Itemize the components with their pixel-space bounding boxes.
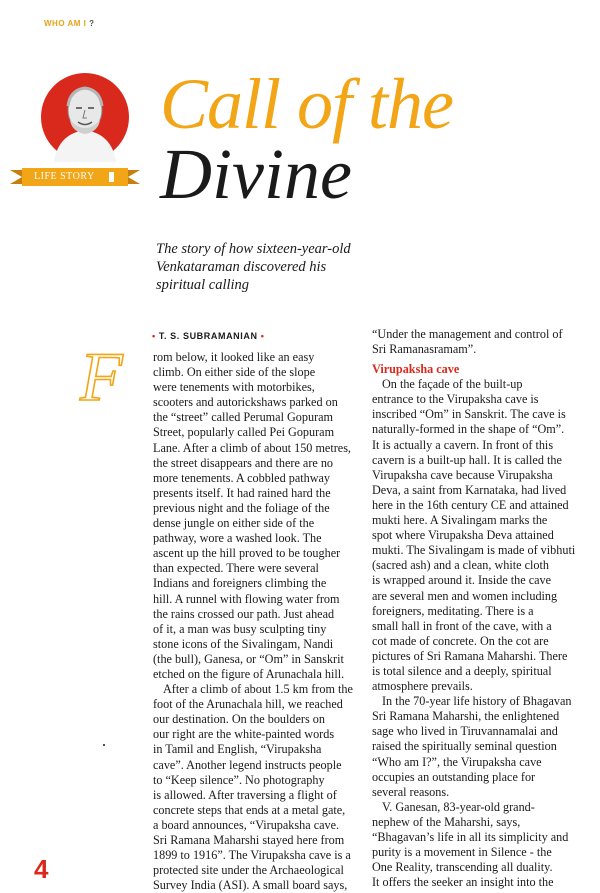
text-line: entrance to the Virupaksha cave is bbox=[372, 392, 539, 407]
text-line: more tenements. A cobbled pathway bbox=[153, 470, 331, 485]
text-line: atmosphere prevails. bbox=[372, 679, 473, 694]
text-line: mukti here. A Sivalingam marks the bbox=[372, 513, 548, 528]
text-line: rom below, it looked like an easy bbox=[153, 350, 315, 364]
section-tag bbox=[44, 19, 95, 28]
text-line: small hall in front of the cave, with a bbox=[372, 618, 552, 633]
text-line: In the 70-year life history of Bhagavan bbox=[382, 694, 572, 709]
text-line: 1899 to 1916”. The Virupaksha cave is a bbox=[153, 848, 351, 863]
paragraph-continued bbox=[372, 327, 578, 357]
text-line: a board announces, “Virupaksha cave. bbox=[153, 817, 340, 832]
life-story-label: LIFE STORY bbox=[34, 171, 95, 182]
text-line: On the façade of the built-up bbox=[382, 377, 523, 392]
text-line: our right are the white-painted words bbox=[153, 727, 335, 742]
text-line: is total silence and a deeply, spiritual bbox=[372, 663, 552, 678]
text-line: is wrapped around it. Inside the cave bbox=[372, 573, 552, 588]
column-2 bbox=[372, 327, 578, 890]
text-line: to “Keep silence”. No photography bbox=[153, 772, 325, 787]
text-line: of it, a man was busy sculpting tiny bbox=[153, 621, 327, 636]
text-line: cot made of concrete. On the cot are bbox=[372, 633, 549, 648]
text-line: our destination. On the boulders on bbox=[153, 712, 325, 727]
drop-cap-letter: F bbox=[80, 342, 123, 408]
text-line: previous night and the foliage of the bbox=[153, 500, 330, 515]
text-line: “Bhagavan’s life in all its simplicity and bbox=[372, 830, 569, 844]
subhead-virupaksha-cave: Virupaksha cave bbox=[372, 362, 460, 377]
paragraph-5 bbox=[372, 800, 578, 891]
text-line: pictures of Sri Ramana Maharshi. There bbox=[372, 648, 568, 663]
text-line: are several men and women including bbox=[372, 588, 558, 603]
paragraph-4 bbox=[372, 694, 578, 800]
text-line: stone icons of the Sivalingam, Nandi bbox=[153, 636, 334, 651]
text-line: in Tamil and English, “Virupaksha bbox=[153, 742, 322, 757]
text-line: raised the spiritually seminal question bbox=[372, 739, 557, 754]
text-line: cave”. Another legend instructs people bbox=[153, 757, 342, 772]
text-line: One Reality, transcending all duality. bbox=[372, 860, 553, 875]
text-line: Deva, a saint from Karnataka, had lived bbox=[372, 482, 567, 497]
text-line: Sri Ramana Maharshi stayed here from bbox=[153, 833, 345, 847]
text-line: were tenements with motorbikes, bbox=[153, 380, 315, 395]
text-line: V. Ganesan, 83-year-old grand- bbox=[382, 799, 535, 814]
text-line: naturally-formed in the shape of “Om”. bbox=[372, 422, 565, 437]
byline bbox=[152, 331, 264, 341]
text-line: inscribed “Om” in Sanskrit. The cave is bbox=[372, 407, 566, 422]
text-line: occupies an outstanding place for bbox=[372, 769, 536, 784]
text-line: hill. A runnel with flowing water from bbox=[153, 591, 340, 606]
text-line: sage who lived in Tiruvannamalai and bbox=[372, 724, 558, 739]
text-line: (sacred ash) and a clean, white cloth bbox=[372, 558, 549, 573]
headline-line-1: Call of the bbox=[160, 64, 453, 144]
text-line: scooters and autorickshaws parked on bbox=[153, 395, 338, 410]
text-line: Lane. After a climb of about 150 metres, bbox=[153, 440, 351, 455]
text-line: Street, popularly called Pei Gopuram bbox=[153, 425, 335, 440]
page-number: 4 bbox=[34, 854, 49, 884]
text-line: Sri Ramanasramam”. bbox=[372, 342, 477, 357]
paragraph-3 bbox=[372, 377, 578, 694]
text-line: several reasons. bbox=[372, 784, 450, 799]
text-line: dense jungle on either side of the bbox=[153, 516, 315, 531]
text-line: “Who am I?”, the Virupaksha cave bbox=[372, 754, 542, 769]
text-line: nephew of the Maharshi, says, bbox=[372, 814, 521, 829]
text-line: Virupaksha cave because Virupaksha bbox=[372, 467, 553, 482]
paragraph-2 bbox=[153, 682, 361, 893]
text-line: (the bull), Ganesa, or “Om” in Sanskrit bbox=[153, 651, 344, 666]
portrait-image bbox=[40, 72, 130, 162]
text-line: It offers the seeker an insight into the bbox=[372, 875, 554, 890]
text-line: After a climb of about 1.5 km from the bbox=[163, 682, 353, 697]
text-line: etched on the figure of Arunachala hill. bbox=[153, 666, 345, 681]
paragraph-1 bbox=[153, 350, 361, 682]
stray-mark bbox=[103, 744, 105, 746]
text-line: the rains crossed our path. Just ahead bbox=[153, 606, 335, 621]
text-line: pathway, wore a washed look. The bbox=[153, 531, 322, 546]
text-line: mukti. The Sivalingam is made of vibhuti bbox=[372, 543, 576, 558]
text-line: Indians and foreigners climbing the bbox=[153, 576, 327, 591]
byline-bullet-icon: • bbox=[152, 331, 156, 341]
section-tag-label: WHO AM I bbox=[44, 19, 87, 28]
text-line: climb. On either side of the slope bbox=[153, 365, 316, 380]
standfirst: The story of how sixteen-year-old Venkataraman discovered his spiritual calling bbox=[156, 241, 351, 293]
text-line: than expected. There were several bbox=[153, 561, 319, 576]
text-line: protected site under the Archaeological bbox=[153, 863, 344, 878]
text-line: ascent up the hill proved to be tougher bbox=[153, 546, 341, 561]
text-line: is allowed. After traversing a flight of bbox=[153, 787, 337, 802]
headline-line-2: Divine bbox=[160, 134, 352, 214]
text-line: the street disappears and there are no bbox=[153, 455, 334, 470]
byline-bullet-icon: • bbox=[260, 331, 265, 341]
drop-cap bbox=[74, 342, 136, 408]
byline-author: T. S. SUBRAMANIAN bbox=[158, 331, 258, 341]
text-line: foreigners, meditating. There is a bbox=[372, 603, 534, 618]
text-line: Sri Ramana Maharshi, the enlightened bbox=[372, 709, 560, 724]
text-line: “Under the management and control of bbox=[372, 327, 563, 341]
column-1 bbox=[153, 350, 361, 893]
text-line: purity is a movement in Silence - the bbox=[372, 845, 552, 860]
text-line: here in the 16th century CE and attained bbox=[372, 497, 569, 512]
text-line: cavern is a built-up hall. It is called the bbox=[372, 452, 562, 467]
text-line: It is actually a cavern. In front of this bbox=[372, 437, 554, 452]
section-tag-question: ? bbox=[89, 19, 95, 28]
text-line: foot of the Arunachala hill, we reached bbox=[153, 697, 343, 712]
text-line: the “street” called Perumal Gopuram bbox=[153, 410, 334, 425]
text-line: presents itself. It had rained hard the bbox=[153, 485, 331, 500]
text-line: concrete steps that ends at a metal gate, bbox=[153, 802, 346, 817]
text-line: spot where Virupaksha Deva attained bbox=[372, 528, 554, 543]
text-line: Survey India (ASI). A small board says, bbox=[153, 878, 348, 893]
